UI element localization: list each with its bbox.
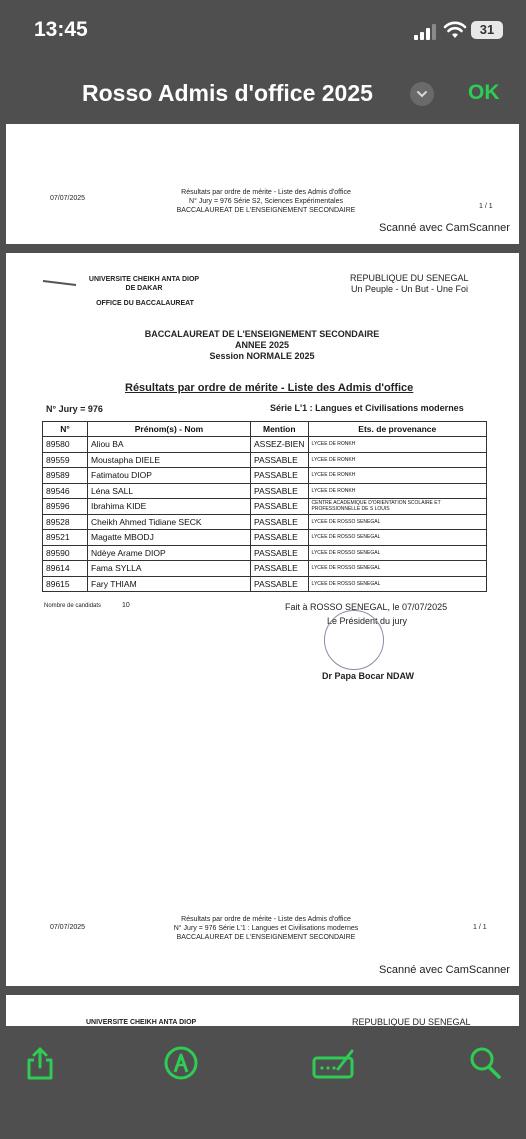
university-header	[84, 275, 204, 293]
table-row	[43, 483, 487, 499]
cell-name: Ndèye Arame DIOP	[88, 545, 251, 561]
chevron-down-icon	[410, 82, 434, 106]
cell-number: 89589	[43, 468, 88, 484]
exam-header	[126, 329, 398, 362]
cell-name: Fatimatou DIOP	[88, 468, 251, 484]
share-icon	[22, 1045, 58, 1081]
page-date: 07/07/2025	[50, 195, 86, 202]
cell-name: Léna SALL	[88, 483, 251, 499]
serie-label: Série L'1 : Langues et Civilisations modernes	[270, 403, 464, 413]
cell-name: Fary THIAM	[88, 576, 251, 592]
camscanner-watermark: Scanné avec CamScanner	[379, 222, 510, 234]
table-row	[43, 452, 487, 468]
cell-mention: PASSABLE	[251, 576, 309, 592]
table-row	[43, 499, 487, 515]
candidate-count-label: Nombre de candidats	[44, 603, 102, 609]
cell-number: 89614	[43, 561, 88, 577]
table-row	[43, 576, 487, 592]
cell-school: LYCEE DE ROSSO SENEGAL	[308, 545, 486, 561]
republic-motto: Un Peuple - Un But - Une Foi	[351, 284, 469, 294]
col-header-number: N°	[43, 422, 88, 437]
search-button[interactable]	[467, 1045, 503, 1081]
col-header-name: Prénom(s) - Nom	[88, 422, 251, 437]
logo-mark	[42, 279, 78, 287]
ok-button[interactable]: OK	[468, 81, 500, 104]
page-date: 07/07/2025	[50, 924, 86, 931]
candidate-count: 10	[122, 602, 130, 609]
footer-line-1: Résultats par ordre de mérite - Liste des Admis d'office	[181, 189, 351, 196]
office-name: OFFICE DU BACCALAUREAT	[96, 300, 194, 307]
cell-school: LYCEE DE RONKH	[308, 468, 486, 484]
footer-line-3: BACCALAUREAT DE L'ENSEIGNEMENT SECONDAIRE	[176, 934, 356, 941]
table-row	[43, 437, 487, 453]
page-number: 1 / 1	[473, 924, 487, 931]
university-name: UNIVERSITE CHEIKH ANTA DIOP	[86, 1019, 197, 1026]
cell-mention: PASSABLE	[251, 452, 309, 468]
document-title[interactable]: Rosso Admis d'office 2025	[82, 80, 373, 106]
table-row	[43, 530, 487, 546]
cell-school: LYCEE DE ROSSO SENEGAL	[308, 561, 486, 577]
signatory-name: Dr Papa Bocar NDAW	[322, 671, 415, 681]
university-name: UNIVERSITE CHEIKH ANTA DIOP	[88, 276, 200, 283]
results-table	[42, 421, 487, 592]
footer-line-3: BACCALAUREAT DE L'ENSEIGNEMENT SECONDAIRE	[176, 207, 356, 214]
cell-mention: PASSABLE	[251, 545, 309, 561]
jury-number: N° Jury = 976	[46, 404, 103, 414]
cell-number: 89615	[43, 576, 88, 592]
wifi-icon	[443, 20, 467, 40]
cell-name: Moustapha DIELE	[88, 452, 251, 468]
cell-name: Ibrahima KIDE	[88, 499, 251, 515]
cell-school: LYCEE DE ROSSO SENEGAL	[308, 576, 486, 592]
cell-school: LYCEE DE RONKH	[308, 452, 486, 468]
cell-school: CENTRE ACADEMIQUE D'ORIENTATION SCOLAIRE ET PROFESSIONNELLE DE S LOUIS	[308, 499, 486, 515]
form-fill-button[interactable]	[312, 1045, 356, 1081]
col-header-mention: Mention	[251, 422, 309, 437]
table-row	[43, 468, 487, 484]
title-menu-button[interactable]	[410, 82, 434, 106]
footer-line-2: N° Jury = 976 Série L'1 : Langues et Civilisations modernes	[173, 925, 359, 932]
page-footer	[146, 915, 386, 942]
republic-name: REPUBLIQUE DU SENEGAL	[352, 1017, 471, 1026]
clock: 13:45	[34, 18, 88, 41]
page-footer	[156, 188, 376, 215]
cell-school: LYCEE DE RONKH	[308, 437, 486, 453]
cell-number: 89580	[43, 437, 88, 453]
footer-line-1: Résultats par ordre de mérite - Liste des Admis d'office	[181, 916, 351, 923]
cell-number: 89528	[43, 514, 88, 530]
table-row	[43, 514, 487, 530]
table-row	[43, 561, 487, 577]
table-row	[43, 545, 487, 561]
page-number: 1 / 1	[479, 203, 493, 210]
exam-session: Session NORMALE 2025	[209, 351, 315, 361]
cell-school: LYCEE DE ROSSO SENEGAL	[308, 514, 486, 530]
document-page-3	[6, 995, 519, 1026]
exam-title: BACCALAUREAT DE L'ENSEIGNEMENT SECONDAIRE	[144, 329, 380, 339]
republic-name: REPUBLIQUE DU SENEGAL	[350, 273, 469, 283]
cellular-signal-icon	[414, 24, 436, 40]
table-header-row	[43, 422, 487, 437]
form-fill-icon	[312, 1045, 356, 1081]
document-page-2	[6, 253, 519, 986]
signature-place-date: Fait à ROSSO SENEGAL, le 07/07/2025	[285, 602, 448, 612]
president-label: Le Président du jury	[327, 616, 408, 626]
university-city: DE DAKAR	[125, 285, 163, 292]
share-button[interactable]	[22, 1045, 58, 1081]
cell-name: Magatte MBODJ	[88, 530, 251, 546]
camscanner-watermark: Scanné avec CamScanner	[379, 964, 510, 976]
cell-mention: PASSABLE	[251, 561, 309, 577]
cell-name: Aliou BA	[88, 437, 251, 453]
cell-school: LYCEE DE ROSSO SENEGAL	[308, 530, 486, 546]
cell-name: Fama SYLLA	[88, 561, 251, 577]
battery-icon: 31	[471, 21, 503, 39]
cell-mention: PASSABLE	[251, 530, 309, 546]
cell-name: Cheikh Ahmed Tidiane SECK	[88, 514, 251, 530]
cell-number: 89596	[43, 499, 88, 515]
exam-year: ANNEE 2025	[234, 340, 290, 350]
cell-number: 89521	[43, 530, 88, 546]
cell-mention: PASSABLE	[251, 514, 309, 530]
cell-school: LYCEE DE RONKH	[308, 483, 486, 499]
cell-mention: PASSABLE	[251, 499, 309, 515]
official-stamp	[324, 610, 384, 670]
status-bar	[0, 0, 526, 62]
col-header-school: Ets. de provenance	[308, 422, 486, 437]
cell-number: 89559	[43, 452, 88, 468]
footer-line-2: N° Jury = 976 Série S2, Sciences Expérimentales	[189, 198, 343, 205]
cell-number: 89546	[43, 483, 88, 499]
document-page-1	[6, 124, 519, 244]
markup-button[interactable]	[163, 1045, 199, 1081]
cell-mention: ASSEZ-BIEN	[251, 437, 309, 453]
bottom-toolbar	[0, 1026, 526, 1139]
markup-pen-icon	[163, 1045, 199, 1081]
cell-mention: PASSABLE	[251, 483, 309, 499]
cell-number: 89590	[43, 545, 88, 561]
search-icon	[467, 1045, 503, 1081]
results-title: Résultats par ordre de mérite - Liste des Admis d'office	[125, 382, 414, 394]
cell-mention: PASSABLE	[251, 468, 309, 484]
